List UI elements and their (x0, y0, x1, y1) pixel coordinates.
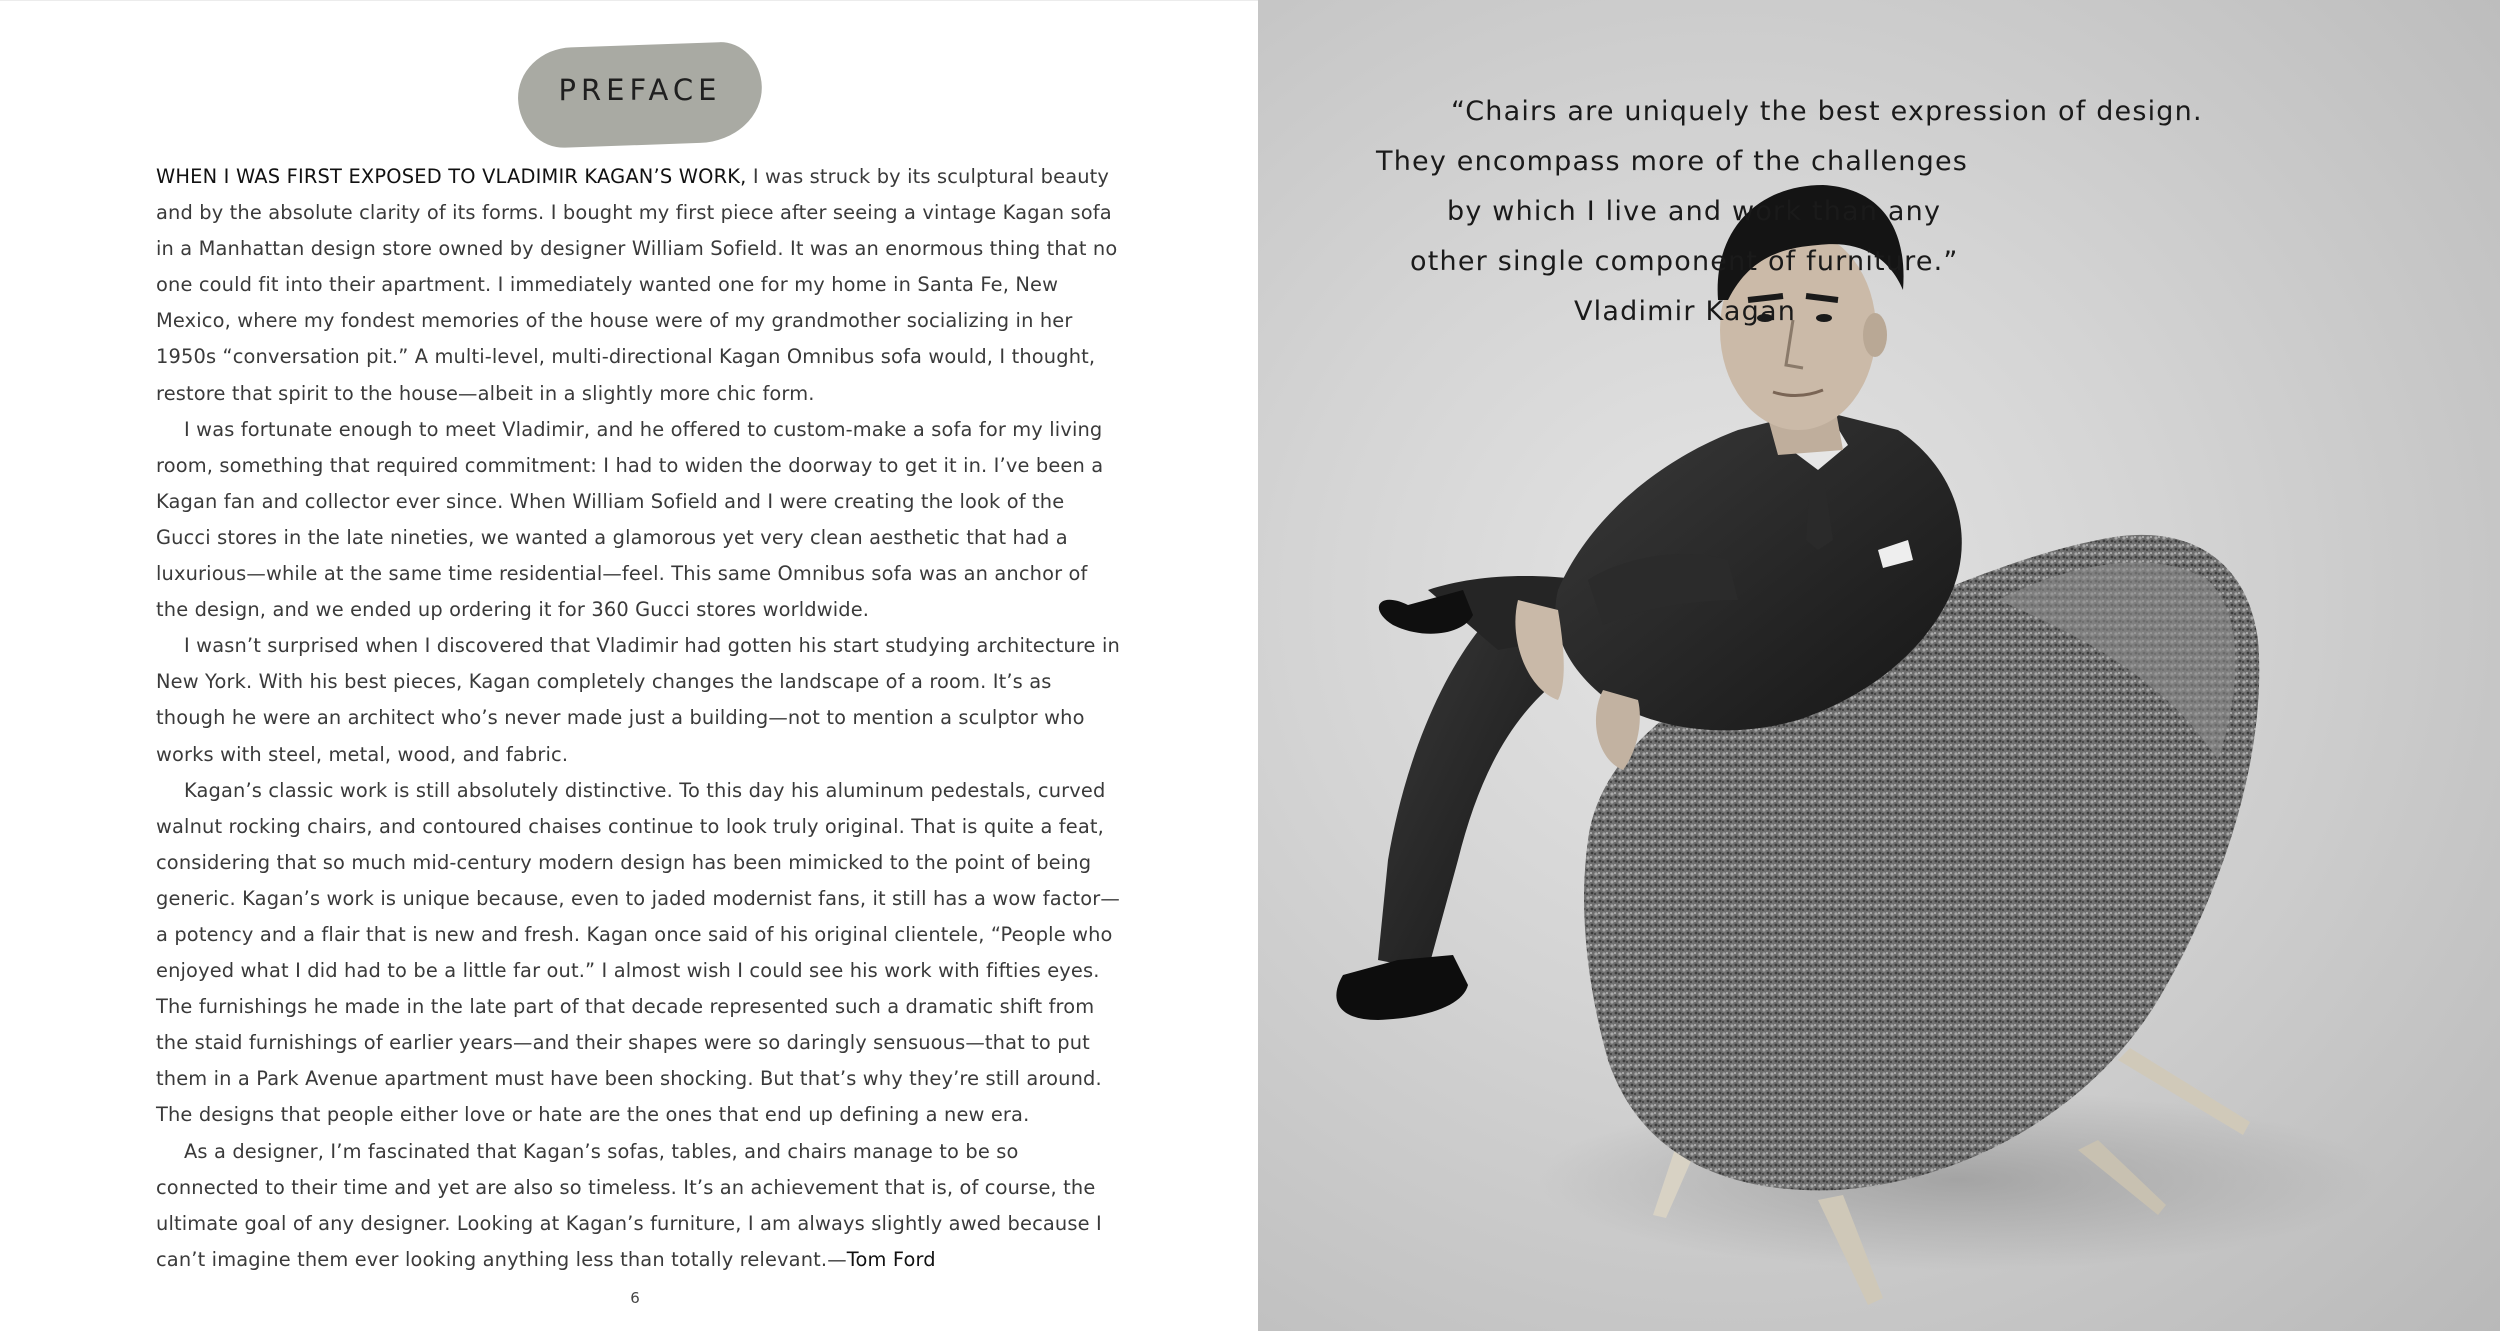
quote-line-2: They encompass more of the challenges (1376, 146, 1969, 177)
paragraph-5-text: As a designer, I’m fascinated that Kagan’s sofas, tables, and chairs manage to be so connected to their time and yet are also so timeless. It’s an achievement that is, of course, the ultimate goal of any designer. Looking at Kagan’s furniture, I am always slightly awed because I can’t imagine them ever looking anything less than totally relevant.— (156, 1139, 1102, 1271)
preface-body (156, 159, 1121, 1278)
page-number: 6 (630, 1289, 640, 1307)
paragraph-2: I was fortunate enough to meet Vladimir, and he offered to custom-make a sofa for my living room, something that required commitment: I had to widen the doorway to get it in. I’ve been a Kagan fan and collector ever since. When William Sofield and I were creating the look of the Gucci stores in the late nineties, we wanted a glamorous yet very clean aesthetic that had a luxurious—while at the same time residential—feel. This same Omnibus sofa was an anchor of the design, and we ended up ordering it for 360 Gucci stores worldwide. (156, 417, 1104, 622)
lead-in: WHEN I WAS FIRST EXPOSED TO VLADIMIR KAGAN’S WORK, (156, 165, 747, 188)
paragraph-1 (156, 159, 1121, 412)
page-title: PREFACE (558, 73, 722, 107)
paragraph-5 (156, 1134, 1121, 1278)
paragraph-4: Kagan’s classic work is still absolutely distinctive. To this day his aluminum pedestals, curved walnut rocking chairs, and contoured chaises continue to look truly original. That is quite a feat, considering that so much mid-century modern design has been mimicked to the point of being generic. Kagan’s work is unique because, even to jaded modernist fans, it still has a wow factor—a potency and a flair that is new and fresh. Kagan once said of his original clientele, “People who enjoyed what I did had to be a little far out.” I almost wish I could see his work with fifties eyes. The furnishings he made in the late part of that decade represented such a dramatic shift from the staid furnishings of earlier years—and their shapes were so daringly sensuous—that to put them in a Park Avenue apartment must have been shocking. But that’s why they’re still around. The designs that people either love or hate are the ones that end up defining a new era. (156, 778, 1120, 1127)
quote-line-1: “Chairs are uniquely the best expression of design. (1451, 96, 2203, 127)
paragraph-1-text: I was struck by its sculptural beauty and by the absolute clarity of its forms. I bought my first piece after seeing a vintage Kagan sofa in a Manhattan design store owned by designer William Sofield. It was an enormous thing that no one could fit into their apartment. I immediately wanted one for my home in Santa Fe, New Mexico, where my fondest memories of the house were of my grandmother socializing in her 1950s “conversation pit.” A multi-level, multi-directional Kagan Omnibus sofa would, I thought, restore that spirit to the house—albeit in a slightly more chic form. (156, 165, 1118, 405)
quote-attribution: Vladimir Kagan (1574, 296, 1797, 327)
paragraph-3: I wasn’t surprised when I discovered that Vladimir had gotten his start studying architecture in New York. With his best pieces, Kagan completely changes the landscape of a room. It’s as though he were an architect who’s never made just a building—not to mention a sculptor who works with steel, metal, wood, and fabric. (156, 634, 1120, 766)
quote-line-4: other single component of furniture.” (1410, 246, 1959, 277)
quote-line-3: by which I live and work than any (1447, 196, 1942, 227)
author-signature: Tom Ford (846, 1247, 936, 1271)
right-page (1258, 0, 2500, 1331)
